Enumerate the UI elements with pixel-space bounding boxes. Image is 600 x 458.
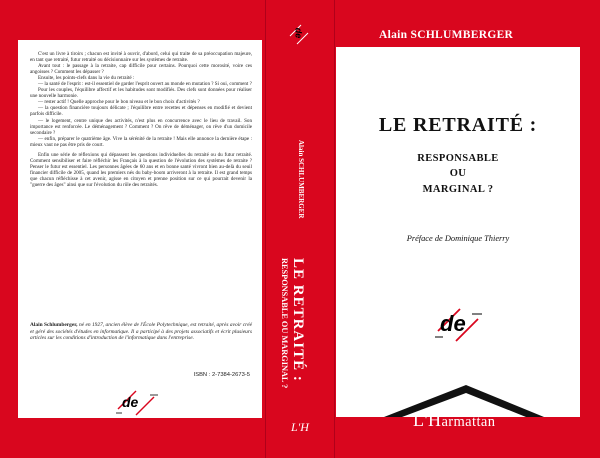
- front-logo-text: de: [440, 311, 466, 336]
- spine: [263, 0, 333, 458]
- back-paragraph: — rester actif ! Quelle approche pour le bon niveau et le bon choix d'activités ?: [38, 99, 200, 106]
- publisher-initial: L'H: [413, 410, 442, 430]
- book-title: LE RETRAITÉ :: [378, 114, 538, 136]
- spine-author: Alain SCHLUMBERGER: [297, 140, 305, 219]
- back-paragraph: — la santé de l'esprit : est-il essentiel de garder l'esprit ouvert au monde en mutation ? Si oui, comment ?: [38, 81, 252, 88]
- back-cover-panel: [18, 40, 262, 418]
- front-author: Alain SCHLUMBERGER: [379, 29, 514, 41]
- back-paragraph: — la question financière toujours délicate ; l'équilibre entre recettes et dépenses en modifié et devient parfois difficile.: [30, 105, 252, 118]
- bio-text: né en 1927, ancien élève de l'École Polytechnique, est retraité, après avoir créé et géré des sociétés d'études en informatique. Il a participé à des projets associatifs et écrit plusieurs articles sur les conditions d'introduction de l'informatique dans l'entreprise.: [30, 322, 253, 342]
- back-paragraph: — enfin, préparer le quatrième âge. Vive la sérénité de la retraite ! Mais elle annonce la dernière étape : mieux vaut ne pas être pris de court.: [30, 135, 252, 148]
- spine-title: LE RETRAITÉ :: [290, 258, 306, 382]
- back-paragraph: Enfin une série de réflexions qui dépassent les questions individuelles du retraité ou du futur retraité. Comment sensibiliser et faire réfléchir les Français à la question de l'évolution des systèmes de retraite ? Penser le futur est essentiel. Les personnes âgées de 60 ans et en bonne santé vivront bien au-delà du seuil financier difficile de 2005, quand les premiers nés du baby-boom arriveront à la retraite. Il est grand temps que chacun réfléchisse à cet avenir, agisse en citoyen et prenne position sur ce qui pourrait devenir la "guerre des âges" ainsi que sur l'évolution du rôle des retraités.: [30, 151, 252, 188]
- spine-publisher-mark: L'H: [291, 420, 309, 434]
- back-logo-text: de: [122, 394, 139, 410]
- back-paragraph: Pour les couples, l'équilibre affectif et les habitudes sont modifiés. Des clefs sont données pour réaliser une nouvelle harmonie.: [30, 87, 252, 100]
- spine-title-block: [280, 258, 306, 388]
- spine-subtitle: RESPONSABLE OU MARGINAL ?: [280, 258, 289, 389]
- preface-credit: Préface de Dominique Thierry: [406, 234, 510, 243]
- back-cover-text: [30, 51, 252, 188]
- subtitle-line-1: RESPONSABLE: [417, 153, 499, 164]
- spine-fold-left: [265, 0, 266, 458]
- back-paragraph: Ensuite, les points-clefs dans la vie du retraité :: [38, 75, 135, 82]
- bio-author-name: Alain Schlumberger,: [30, 322, 78, 328]
- publisher-rest: armattan: [441, 414, 496, 430]
- back-paragraph: C'est un livre à tiroirs ; chacun est invité à ouvrir, d'abord, celui qui traite de sa préoccupation majeure, en tant que retraité, futur retraité ou décisionnaire sur les systèmes de retraite.: [30, 51, 252, 64]
- spine-fold-right: [334, 0, 335, 458]
- back-paragraph: Avant tout : le passage à la retraite, cap difficile pour certains. Pourquoi cette morosité, voire ces angoisses ? Comment les dépasser ?: [30, 63, 252, 76]
- subtitle-line-2: OU: [449, 168, 467, 179]
- isbn: ISBN : 2-7384-2673-5: [193, 372, 250, 378]
- front-cover-panel: [336, 47, 580, 417]
- spine-logo-text: de: [293, 27, 304, 39]
- subtitle-line-3: MARGINAL ?: [422, 184, 494, 195]
- back-paragraph: — le logement, centre unique des activités, n'est plus en concurrence avec le lieu de travail. Son importance est renforcée. Le déménagement ? Comment ? On rêve de déménager, on rêve d'un domicile secondaire ?: [30, 117, 252, 136]
- publisher-name: [413, 410, 495, 431]
- author-biography: [30, 322, 252, 342]
